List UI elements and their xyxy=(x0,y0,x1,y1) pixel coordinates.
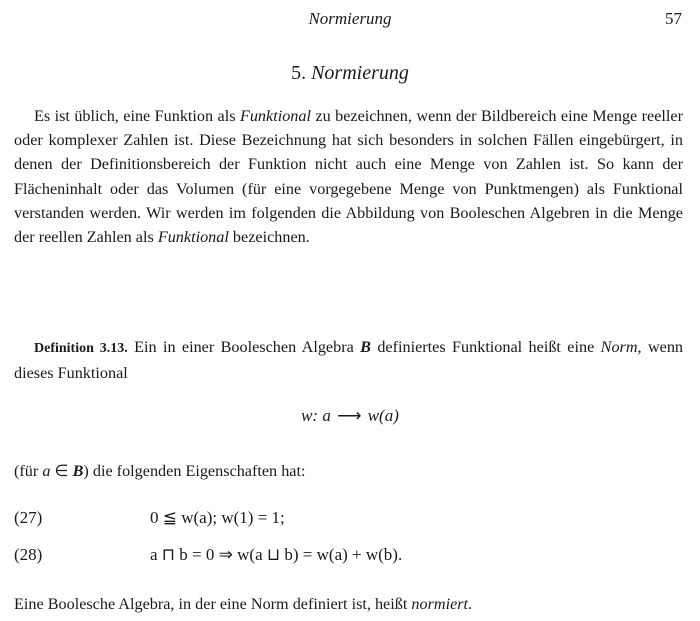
condition-var: a xyxy=(42,462,51,480)
page-number: 57 xyxy=(665,9,682,28)
arrow-icon: ⟶ xyxy=(337,406,362,425)
section-title: Normierung xyxy=(311,62,409,84)
intro-text-1: Es ist üblich, eine Funktion als xyxy=(34,107,240,125)
definition-text-2: definiertes Funktional heißt eine xyxy=(370,338,601,356)
running-title: Normierung xyxy=(308,9,392,28)
definition-text-1: Ein in einer Booleschen Algebra xyxy=(127,338,361,356)
intro-text-3: bezeichnen. xyxy=(228,228,310,247)
term-funktional: Funktional xyxy=(239,107,311,125)
definition-label: Definition 3.13. xyxy=(34,341,128,356)
equation-number: (28) xyxy=(14,545,43,564)
symbol-b: B xyxy=(360,338,371,356)
term-norm: Norm xyxy=(600,338,638,356)
intro-paragraph xyxy=(14,104,683,249)
equation-content: 0 ≦ w(a); w(1) = 1; xyxy=(150,508,285,527)
term-normiert: normiert xyxy=(411,595,469,613)
term-funktional-2: Funktional xyxy=(157,228,229,247)
equation-content: a ⊓ b = 0 ⇒ w(a ⊔ b) = w(a) + w(b). xyxy=(150,545,403,564)
closing-paragraph xyxy=(14,592,683,616)
mapping-formula xyxy=(0,406,700,426)
intro-text-2: zu bezeichnen, wenn der Bildbereich eine Menge reeller oder komplexer Zahlen ist. Diese Bezeichnung hat sich besonders in solchen Fällen eingebürgert, in denen der Definitionsbereich der Funktion nicht auch eine Menge von Zahlen ist. So kann der Flächeninhalt oder das Volumen (für eine vorgegebene Menge von Punktmengen) als Funktional verstanden werden. Wir werden im folgenden die Abbildung von Booleschen Algebren in die Menge der reellen Zahlen als xyxy=(14,107,683,247)
condition-text-1: (für xyxy=(14,462,43,480)
formula-left: w: a xyxy=(301,406,331,425)
section-heading xyxy=(0,62,700,85)
closing-text-1: Eine Boolesche Algebra, in der eine Norm definiert ist, heißt xyxy=(14,595,412,613)
condition-text-2: ) die folgenden Eigenschaften hat: xyxy=(83,462,306,480)
symbol-b: B xyxy=(72,462,84,480)
equation-number: (27) xyxy=(14,508,43,527)
definition-paragraph xyxy=(14,335,683,385)
condition-paragraph xyxy=(14,459,683,483)
element-of-symbol: ∈ xyxy=(50,462,73,480)
closing-text-2: . xyxy=(468,595,473,613)
section-number: 5. xyxy=(291,62,307,84)
definition-text-3: , wenn dieses Funktional xyxy=(14,338,684,383)
formula-right: w(a) xyxy=(367,406,399,425)
